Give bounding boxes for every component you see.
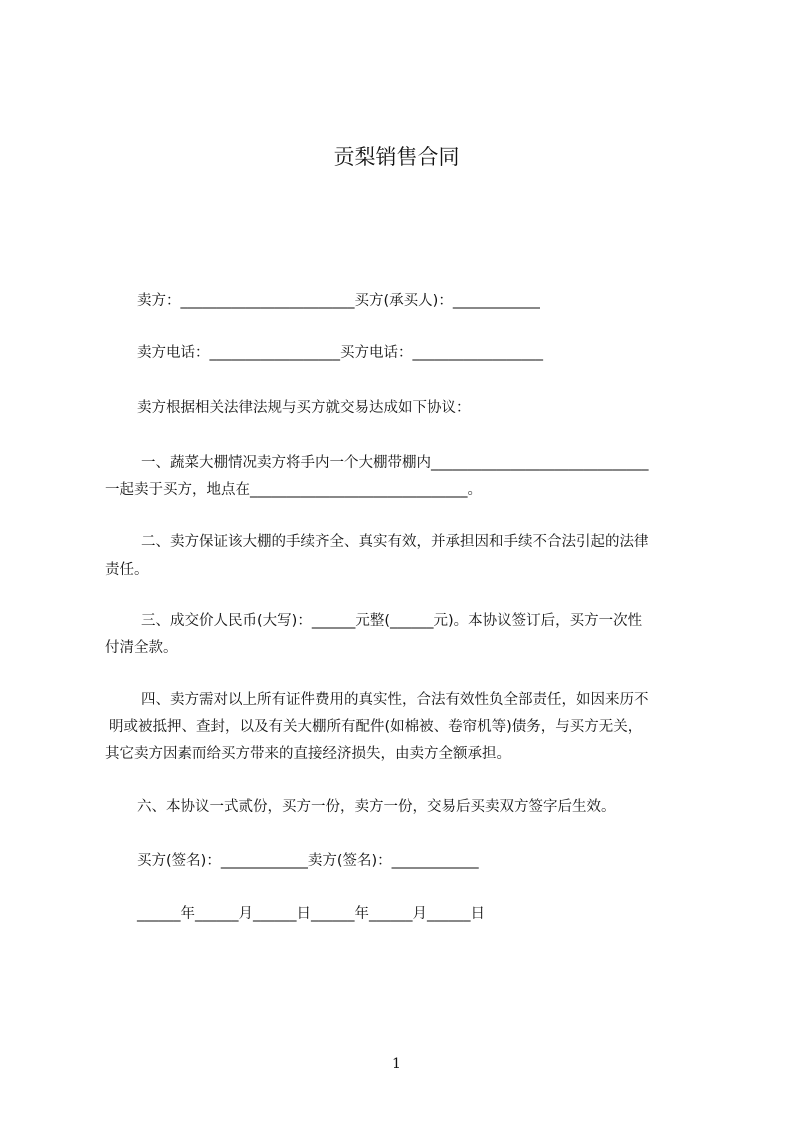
clause-2-line-2: 责任。 [105,562,149,578]
signature-line: 买方(签名)：____________卖方(签名)：____________ [137,853,479,869]
intro-paragraph: 卖方根据相关法律法规与买方就交易达成如下协议： [137,400,471,416]
clause-4-line-3: 其它卖方因素而给买方带来的直接经济损失，由卖方全额承担。 [105,746,511,762]
clause-6: 六、本协议一式贰份，买方一份，卖方一份，交易后买卖双方签字后生效。 [137,799,616,815]
clause-3-line-2: 付清全款。 [105,640,178,656]
clause-3-line-1: 三、成交价人民币(大写)：______元整(______元)。本协议签订后，买方一次性 [141,613,643,629]
document-title: 贡梨销售合同 [333,145,460,169]
clause-4-line-1: 四、卖方需对以上所有证件费用的真实性，合法有效性负全部责任，如因来历不 [141,692,649,708]
parties-line: 卖方：________________________买方(承买人)：____________ [137,293,540,309]
clause-2-line-1: 二、卖方保证该大棚的手续齐全、真实有效，并承担因和手续不合法引起的法律 [141,534,649,550]
clause-1-line-1: 一、蔬菜大棚情况卖方将手内一个大棚带棚内______________________________ [141,455,649,471]
page-number: 1 [392,1056,401,1072]
date-line: ______年______月______日______年______月______日 [137,906,485,922]
phones-line: 卖方电话：__________________买方电话：__________________ [137,345,543,361]
clause-1-line-2: 一起卖于买方，地点在______________________________。 [105,482,482,498]
clause-4-line-2: 明或被抵押、查封，以及有关大棚所有配件(如棉被、卷帘机等)债务，与买方无关， [109,719,643,735]
